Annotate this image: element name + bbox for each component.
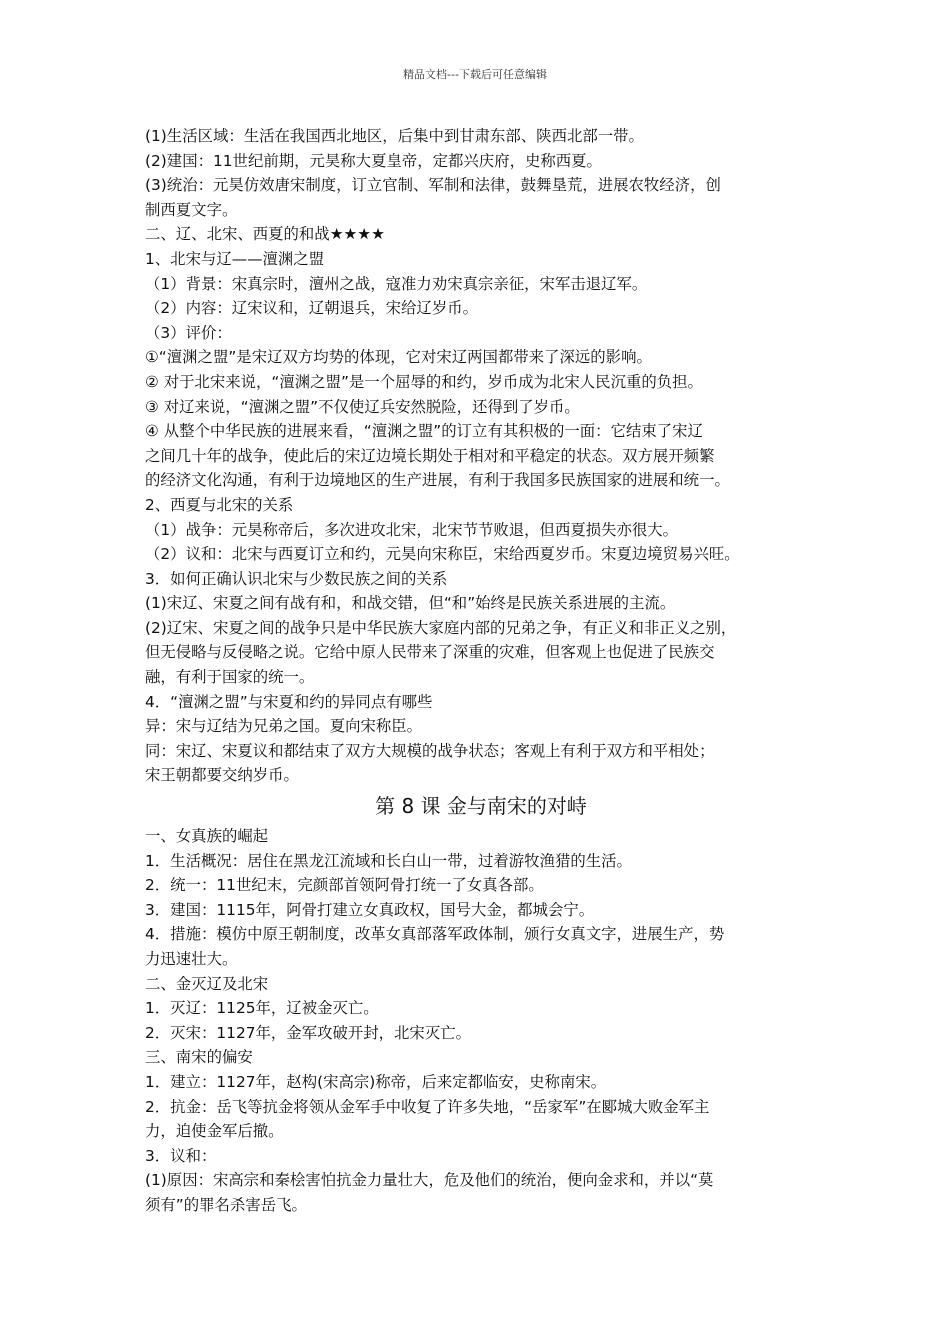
text-line: 3．议和：	[145, 1146, 217, 1165]
text-line: ② 对于北宋来说，“澶渊之盟”是一个屈辱的和约，岁币成为北宋人民沉重的负担。	[145, 372, 703, 391]
text-line: 2．统一：11世纪末，完颜部首领阿骨打统一了女真各部。	[145, 876, 544, 895]
text-line: （1）战争：元昊称帝后，多次进攻北宋，北宋节节败退，但西夏损失亦很大。	[145, 520, 679, 539]
subsection-heading: 2、西夏与北宋的关系	[145, 495, 294, 514]
text-line: ③ 对辽来说，“澶渊之盟”不仅使辽兵安然脱险，还得到了岁币。	[145, 397, 580, 416]
text-line: 须有”的罪名杀害岳飞。	[145, 1195, 307, 1214]
document-body	[145, 124, 817, 1218]
text-line: (1)原因：宋高宗和秦桧害怕抗金力量壮大，危及他们的统治，便向金求和，并以“莫	[145, 1171, 714, 1190]
page-header: 精品文档---下载后可任意编辑	[403, 68, 547, 81]
text-line: 融，有利于国家的统一。	[145, 668, 315, 687]
text-line: 1．生活概况：居住在黑龙江流域和长白山一带，过着游牧渔猎的生活。	[145, 851, 632, 870]
text-line: (1)生活区域：生活在我国西北地区，后集中到甘肃东部、陕西北部一带。	[145, 127, 644, 145]
lesson-title: 第 8 课 金与南宋的对峙	[375, 794, 587, 819]
text-line: 2．灭宋：1127年，金军攻破开封，北宋灭亡。	[145, 1023, 471, 1042]
text-line: ①“澶渊之盟”是宋辽双方均势的体现，它对宋辽两国都带来了深远的影响。	[145, 348, 652, 367]
text-line: 但无侵略与反侵略之说。它给中原人民带来了深重的灾难，但客观上也促进了民族交	[145, 643, 715, 662]
text-line: （3）评价：	[145, 323, 232, 342]
text-line: （2）议和：北宋与西夏订立和约，元昊向宋称臣，宋给西夏岁币。宋夏边境贸易兴旺。	[145, 545, 740, 564]
text-line: 2．抗金：岳飞等抗金将领从金军手中收复了许多失地，“岳家军”在郾城大败金军主	[145, 1097, 710, 1116]
text-line: 同：宋辽、宋夏议和都结束了双方大规模的战争状态；客观上有利于双方和平相处；	[145, 741, 715, 760]
section-heading: 二、金灭辽及北宋	[145, 974, 269, 993]
text-line: 之间几十年的战争，使此后的宋辽边境长期处于相对和平稳定的状态。双方展开频繁	[145, 446, 715, 465]
text-line: 1．建立：1127年，赵构(宋高宗)称帝，后来定都临安，史称南宋。	[145, 1072, 607, 1091]
text-line: 异：宋与辽结为兄弟之国。夏向宋称臣。	[145, 717, 423, 736]
text-line: （2）内容：辽宋议和，辽朝退兵，宋给辽岁币。	[145, 299, 478, 318]
text-line: ④ 从整个中华民族的进展来看，“澶渊之盟”的订立有其积极的一面：它结束了宋辽	[145, 422, 703, 441]
text-line: 1．灭辽：1125年，辽被金灭亡。	[145, 999, 379, 1018]
text-line: 宋王朝都要交纳岁币。	[145, 766, 299, 785]
text-line: (2)辽宋、宋夏之间的战争只是中华民族大家庭内部的兄弟之争，有正义和非正义之别，	[145, 618, 737, 637]
section-heading: 二、辽、北宋、西夏的和战★★★★	[145, 225, 385, 244]
subsection-heading: 4．“澶渊之盟”与宋夏和约的异同点有哪些	[145, 692, 433, 711]
subsection-heading: 3．如何正确认识北宋与少数民族之间的关系	[145, 569, 448, 588]
text-line: （1）背景：宋真宗时，澶州之战，寇准力劝宋真宗亲征，宋军击退辽军。	[145, 274, 648, 293]
section-heading: 一、女真族的崛起	[145, 827, 269, 846]
text-line: (2)建国：11世纪前期，元昊称大夏皇帝，定都兴庆府，史称西夏。	[145, 151, 602, 170]
text-line: 3．建国：1115年，阿骨打建立女真政权，国号大金，都城会宁。	[145, 900, 595, 919]
text-line: 力迅速壮大。	[145, 950, 238, 968]
section-heading: 三、南宋的偏安	[145, 1048, 253, 1067]
text-line: 力，迫使金军后撤。	[145, 1122, 284, 1141]
text-line: (3)统治：元昊仿效唐宋制度，订立官制、军制和法律，鼓舞垦荒，进展农牧经济，创	[145, 176, 721, 195]
text-line: (1)宋辽、宋夏之间有战有和，和战交错，但“和”始终是民族关系进展的主流。	[145, 594, 676, 613]
text-line: 的经济文化沟通，有利于边境地区的生产进展，有利于我国多民族国家的进展和统一。	[145, 471, 730, 490]
text-line: 制西夏文字。	[145, 200, 238, 219]
text-line: 4．措施：模仿中原王朝制度，改革女真部落军政体制，颁行女真文字，进展生产，势	[145, 925, 725, 944]
subsection-heading: 1、北宋与辽——澶渊之盟	[145, 249, 325, 268]
